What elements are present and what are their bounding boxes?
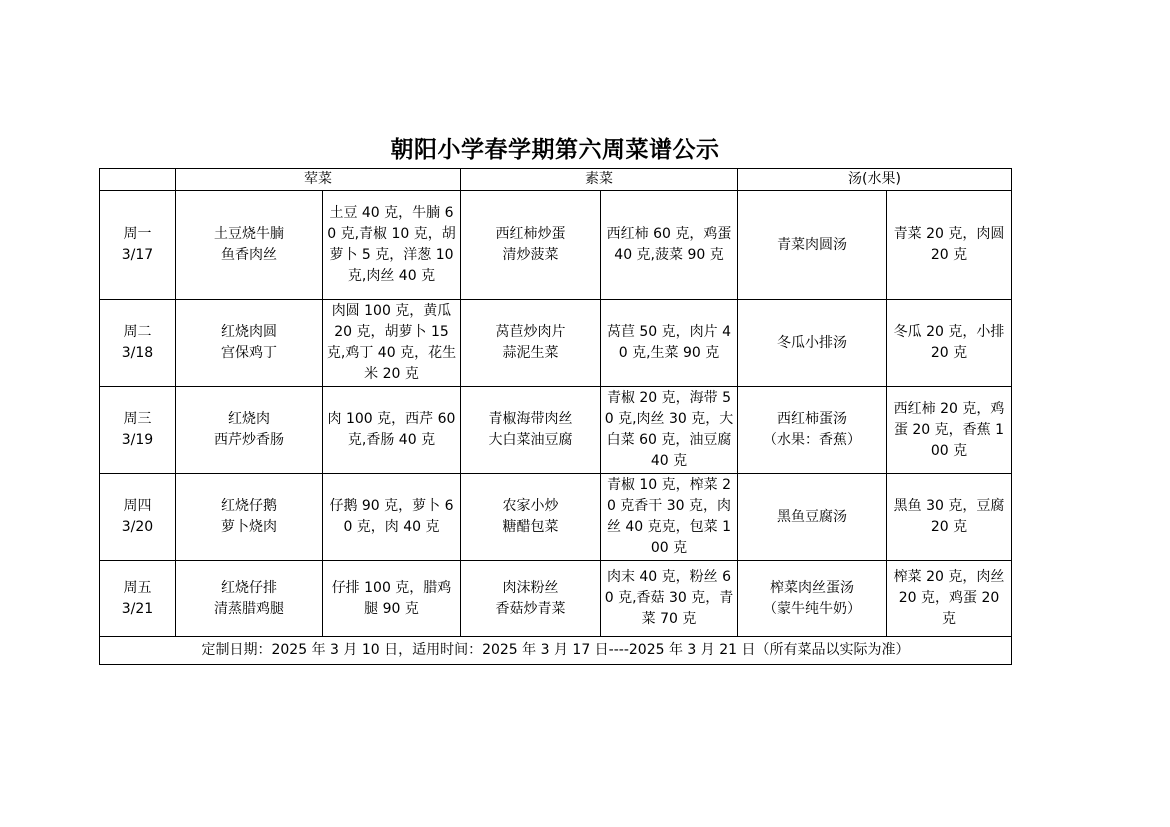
soup-dishes-cell [738, 191, 887, 300]
day-cell [100, 387, 176, 474]
veg-dishes-cell [461, 387, 601, 474]
dish-name: 青椒海带肉丝 [488, 411, 573, 427]
date-label: 3/17 [121, 247, 154, 263]
veg-dishes-cell [461, 474, 601, 561]
meat-dishes-cell [176, 474, 323, 561]
meat-ingredients-cell: 肉圆 100 克，黄瓜 20 克，胡萝卜 15 克,鸡丁 40 克，花生米 20 克 [323, 300, 461, 387]
table-row [100, 474, 1012, 561]
table-row [100, 191, 1012, 300]
day-label: 周四 [123, 498, 152, 514]
dish-name: 香菇炒青菜 [495, 600, 566, 617]
day-label: 周三 [123, 411, 152, 427]
meat-ingredients-cell: 仔排 100 克，腊鸡腿 90 克 [323, 561, 461, 637]
veg-ingredients-cell: 莴苣 50 克，肉片 40 克,生菜 90 克 [601, 300, 738, 387]
day-cell [100, 474, 176, 561]
date-label: 3/19 [121, 432, 154, 448]
meat-dishes-cell [176, 191, 323, 300]
meat-ingredients-cell: 肉 100 克，西芹 60 克,香肠 40 克 [323, 387, 461, 474]
dish-name: 萝卜烧肉 [221, 519, 277, 535]
dish-name: 红烧肉圆 [221, 324, 277, 340]
table-row [100, 561, 1012, 637]
dish-name: 糖醋包菜 [502, 519, 559, 535]
soup-ingredients-cell: 青菜 20 克，肉圆 20 克 [887, 191, 1012, 300]
dish-name: 清炒菠菜 [502, 247, 559, 263]
dish-name: 红烧仔鹅 [221, 498, 277, 514]
soup-ingredients-cell: 西红柿 20 克，鸡蛋 20 克，香蕉 100 克 [887, 387, 1012, 474]
soup-dishes-cell [738, 387, 887, 474]
day-label: 周二 [123, 324, 152, 340]
page-title: 朝阳小学春学期第六周菜谱公示 [390, 137, 720, 163]
header-soup: 汤(水果) [738, 169, 1012, 191]
date-label: 3/18 [121, 345, 154, 361]
dish-name: 榨菜肉丝蛋汤 [770, 579, 854, 596]
dish-name: 莴苣炒肉片 [495, 324, 566, 340]
dish-name: 宫保鸡丁 [221, 345, 277, 361]
dish-name: 西红柿炒蛋 [495, 226, 566, 242]
dish-name: 大白菜油豆腐 [488, 432, 573, 448]
dish-name: 红烧肉 [228, 411, 270, 427]
dish-name: 蒜泥生菜 [502, 345, 559, 361]
day-label: 周一 [123, 226, 152, 242]
dish-name: 鱼香肉丝 [221, 247, 277, 263]
meat-ingredients-cell: 土豆 40 克，牛腩 60 克,青椒 10 克，胡萝卜 5 克，洋葱 10 克,肉丝 40 克 [323, 191, 461, 300]
dish-name: 肉沫粉丝 [502, 579, 559, 596]
day-cell [100, 191, 176, 300]
header-blank [100, 169, 176, 191]
veg-ingredients-cell: 肉末 40 克，粉丝 60 克,香菇 30 克，青菜 70 克 [601, 561, 738, 637]
date-label: 3/20 [121, 519, 154, 535]
meat-dishes-cell [176, 300, 323, 387]
soup-dishes-cell [738, 561, 887, 637]
header-veg: 素菜 [461, 169, 738, 191]
soup-ingredients-cell: 黑鱼 30 克，豆腐 20 克 [887, 474, 1012, 561]
table-footer-row [100, 637, 1012, 665]
veg-ingredients-cell: 青椒 20 克，海带 50 克,肉丝 30 克，大白菜 60 克，油豆腐 40 克 [601, 387, 738, 474]
veg-dishes-cell [461, 561, 601, 637]
dish-name: 红烧仔排 [221, 579, 277, 596]
table-row [100, 387, 1012, 474]
meat-dishes-cell [176, 561, 323, 637]
table-row [100, 300, 1012, 387]
header-meat: 荤菜 [176, 169, 461, 191]
dish-name: 土豆烧牛腩 [214, 226, 284, 242]
fruit-note: （水果：香蕉） [763, 432, 861, 448]
footer-note: 定制日期：2025 年 3 月 10 日，适用时间：2025 年 3 月 17 日----2025 年 3 月 21 日（所有菜品以实际为准） [100, 637, 1012, 665]
soup-dishes-cell [738, 474, 887, 561]
soup-ingredients-cell: 冬瓜 20 克，小排 20 克 [887, 300, 1012, 387]
dish-name: 清蒸腊鸡腿 [214, 600, 284, 617]
dish-name: 青菜肉圆汤 [777, 236, 847, 253]
day-cell [100, 300, 176, 387]
day-cell [100, 561, 176, 637]
date-label: 3/21 [121, 600, 154, 617]
menu-table [99, 168, 1012, 665]
dish-name: 西芹炒香肠 [214, 432, 284, 448]
veg-dishes-cell [461, 300, 601, 387]
dish-name: 农家小炒 [502, 498, 559, 514]
veg-ingredients-cell: 西红柿 60 克，鸡蛋 40 克,菠菜 90 克 [601, 191, 738, 300]
meat-ingredients-cell: 仔鹅 90 克，萝卜 60 克，肉 40 克 [323, 474, 461, 561]
day-label: 周五 [123, 579, 152, 596]
veg-ingredients-cell: 青椒 10 克，榨菜 20 克香干 30 克，肉丝 40 克克，包菜 100 克 [601, 474, 738, 561]
soup-dishes-cell [738, 300, 887, 387]
table-header-row [100, 169, 1012, 191]
veg-dishes-cell [461, 191, 601, 300]
dish-name: 西红柿蛋汤 [777, 411, 847, 427]
meat-dishes-cell [176, 387, 323, 474]
dish-name: 黑鱼豆腐汤 [777, 508, 847, 525]
soup-ingredients-cell: 榨菜 20 克，肉丝 20 克，鸡蛋 20 克 [887, 561, 1012, 637]
dish-name: 冬瓜小排汤 [777, 334, 847, 351]
drink-note: （蒙牛纯牛奶） [763, 600, 861, 617]
